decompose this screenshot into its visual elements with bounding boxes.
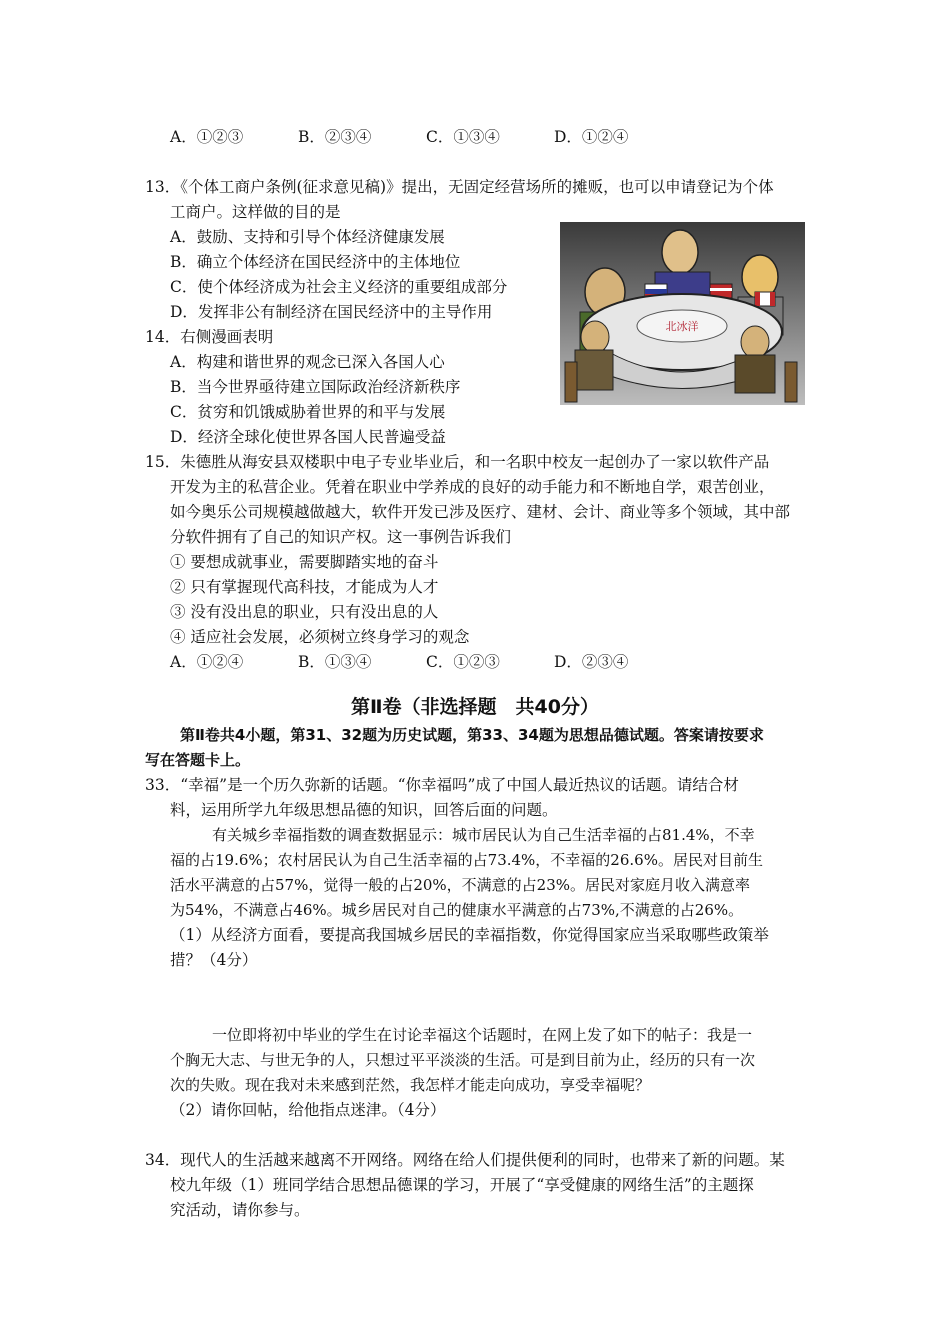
q34-stem-line-3: 究活动，请你参与。	[170, 1201, 310, 1219]
section-2-title: 第Ⅱ卷（非选择题 共40分）	[351, 696, 599, 718]
q13-stem-line-2: 工商户。这样做的目的是	[170, 203, 341, 221]
q33-sub1-line-2: 措？（4分）	[170, 951, 258, 969]
q15-statement-4: ④ 适应社会发展，必须树立终身学习的观念	[170, 628, 470, 646]
q33-material-line-2: 福的占19.6%；农村居民认为自己生活幸福的占73.4%，不幸福的26.6%。居民对目前生	[170, 851, 763, 869]
q14-option-a: A．构建和谐世界的观念已深入各国人心	[170, 353, 445, 371]
q13-option-b: B．确立个体经济在国民经济中的主体地位	[170, 253, 461, 271]
q15-options	[170, 651, 628, 673]
q15-option-d: D．②③④	[554, 653, 629, 671]
q33-stem-line-1: 33．“幸福”是一个历久弥新的话题。“你幸福吗”成了中国人最近热议的话题。请结合材	[145, 776, 739, 794]
q14-stem: 14．右侧漫画表明	[145, 328, 274, 346]
q34-stem-line-2: 校九年级（1）班同学结合思想品德课的学习，开展了“享受健康的网络生活”的主题探	[170, 1176, 754, 1194]
cartoon-label: 北冰洋	[665, 320, 699, 333]
q33-post-line-1: 一位即将初中毕业的学生在讨论幸福这个话题时，在网上发了如下的帖子：我是一	[212, 1026, 753, 1044]
q15-stem-line-1: 15．朱德胜从海安县双楼职中电子专业毕业后，和一名职中校友一起创办了一家以软件产品	[145, 453, 770, 471]
q33-material-line-4: 为54%，不满意占46%。城乡居民对自己的健康水平满意的占73%,不满意的占26%。	[170, 901, 744, 919]
q15-option-b: B．①③④	[298, 653, 372, 671]
q13-option-d: D．发挥非公有制经济在国民经济中的主导作用	[170, 303, 493, 321]
q15-option-a: A．①②④	[170, 653, 244, 671]
q13-option-a: A．鼓励、支持和引导个体经济健康发展	[170, 228, 445, 246]
q12-options	[170, 126, 628, 148]
cartoon-image	[560, 222, 805, 405]
q13-stem-line-1: 13．《个体工商户条例(征求意见稿)》提出，无固定经营场所的摊贩，也可以申请登记为个体	[145, 178, 774, 196]
q15-stem-line-2: 开发为主的私营企业。凭着在职业中学养成的良好的动手能力和不断地自学，艰苦创业，	[170, 478, 775, 496]
q15-statement-3: ③ 没有没出息的职业，只有没出息的人	[170, 603, 439, 621]
q12-option-c: C．①③④	[426, 128, 500, 146]
q12-option-b: B．②③④	[298, 128, 372, 146]
q15-statement-1: ① 要想成就事业，需要脚踏实地的奋斗	[170, 553, 439, 571]
q14-option-b: B．当今世界亟待建立国际政治经济新秩序	[170, 378, 461, 396]
q33-stem-line-2: 料，运用所学九年级思想品德的知识，回答后面的问题。	[170, 801, 558, 819]
q14-option-d: D．经济全球化使世界各国人民普遍受益	[170, 428, 446, 446]
q33-material-line-1: 有关城乡幸福指数的调查数据显示：城市居民认为自己生活幸福的占81.4%，不幸	[212, 826, 755, 844]
q15-statement-2: ② 只有掌握现代高科技，才能成为人才	[170, 578, 439, 596]
q15-option-c: C．①②③	[426, 653, 500, 671]
q14-option-c: C．贫穷和饥饿威胁着世界的和平与发展	[170, 403, 446, 421]
q33-post-line-2: 个胸无大志、与世无争的人，只想过平平淡淡的生活。可是到目前为止，经历的只有一次	[170, 1051, 756, 1069]
q13-option-c: C．使个体经济成为社会主义经济的重要组成部分	[170, 278, 508, 296]
q33-sub1-line-1: （1）从经济方面看，要提高我国城乡居民的幸福指数，你觉得国家应当采取哪些政策举	[170, 926, 769, 944]
q34-stem-line-1: 34．现代人的生活越来越离不开网络。网络在给人们提供便利的同时，也带来了新的问题。某	[145, 1151, 785, 1169]
q12-option-a: A．①②③	[170, 128, 244, 146]
q15-stem-line-3: 如今奥乐公司规模越做越大，软件开发已涉及医疗、建材、会计、商业等多个领域，其中部	[170, 503, 791, 521]
q33-post-line-3: 次的失败。现在我对未来感到茫然，我怎样才能走向成功，享受幸福呢？	[170, 1076, 651, 1094]
section-2-note-line-2: 写在答题卡上。	[145, 751, 251, 769]
q33-sub2: （2）请你回帖，给他指点迷津。（4分）	[170, 1101, 446, 1119]
q33-material-line-3: 活水平满意的占57%，觉得一般的占20%，不满意的占23%。居民对家庭月收入满意率	[170, 876, 751, 894]
q12-option-d: D．①②④	[554, 128, 629, 146]
section-2-note-line-1: 第Ⅱ卷共4小题，第31、32题为历史试题，第33、34题为思想品德试题。答案请按要求	[180, 726, 764, 744]
q15-stem-line-4: 分软件拥有了自己的知识产权。这一事例告诉我们	[170, 528, 512, 546]
